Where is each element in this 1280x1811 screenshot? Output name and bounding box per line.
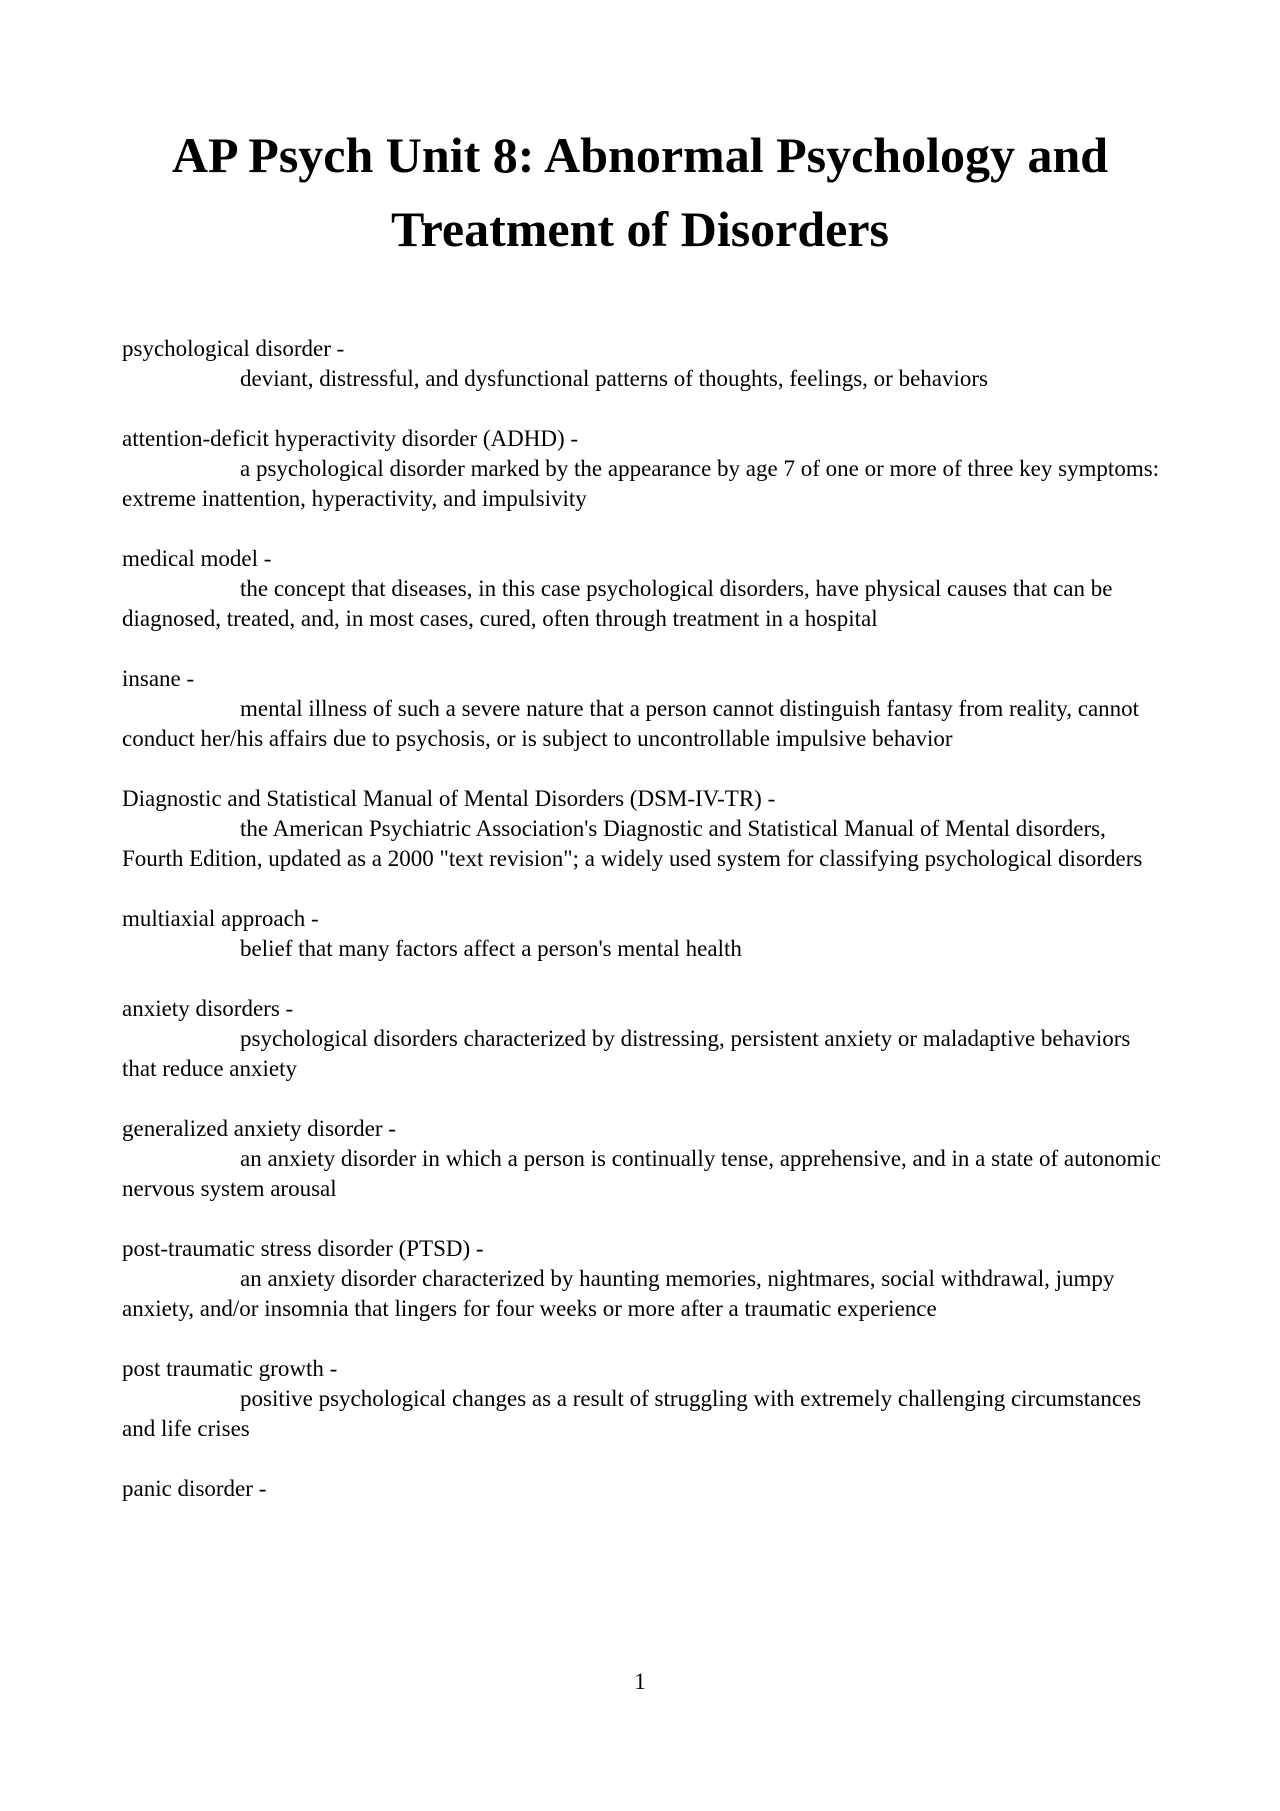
page-number: 1 bbox=[634, 1669, 646, 1694]
term-text: psychological disorder bbox=[122, 336, 331, 361]
glossary-entry bbox=[122, 904, 1170, 964]
glossary-term bbox=[122, 1354, 1170, 1384]
term-text: insane bbox=[122, 666, 181, 691]
glossary-term bbox=[122, 784, 1170, 814]
glossary-definition: an anxiety disorder in which a person is continually tense, apprehensive, and in a state of autonomic nervous system arousal bbox=[122, 1146, 1162, 1201]
term-separator: - bbox=[180, 666, 195, 691]
term-separator: - bbox=[305, 906, 319, 931]
term-text: post-traumatic stress disorder (PTSD) bbox=[122, 1236, 471, 1261]
term-text: attention-deficit hyperactivity disorder (ADHD) bbox=[122, 426, 565, 451]
term-separator: - bbox=[323, 1356, 338, 1381]
glossary-entry bbox=[122, 424, 1170, 514]
term-separator: - bbox=[252, 1476, 267, 1501]
term-text: panic disorder bbox=[122, 1476, 253, 1501]
glossary-term bbox=[122, 1474, 1170, 1504]
glossary-term bbox=[122, 664, 1170, 694]
glossary-entry bbox=[122, 1114, 1170, 1204]
term-separator: - bbox=[564, 426, 579, 451]
term-separator: - bbox=[330, 336, 345, 361]
glossary-term bbox=[122, 1114, 1170, 1144]
document-title: AP Psych Unit 8: Abnormal Psychology and Treatment of Disorders bbox=[171, 127, 1109, 257]
glossary-term bbox=[122, 424, 1170, 454]
term-text: anxiety disorders bbox=[122, 996, 280, 1021]
glossary-definition: deviant, distressful, and dysfunctional patterns of thoughts, feelings, or behaviors bbox=[240, 366, 988, 391]
glossary-entry bbox=[122, 544, 1170, 634]
glossary-definition: positive psychological changes as a result of struggling with extremely challenging circumstances and life crises bbox=[122, 1386, 1142, 1441]
glossary-entry bbox=[122, 334, 1170, 394]
term-text: generalized anxiety disorder bbox=[122, 1116, 383, 1141]
glossary-entry bbox=[122, 664, 1170, 754]
term-separator: - bbox=[761, 786, 776, 811]
term-text: post traumatic growth bbox=[122, 1356, 324, 1381]
glossary-entry bbox=[122, 1474, 1170, 1504]
glossary-definition: an anxiety disorder characterized by haunting memories, nightmares, social withdrawal, jumpy anxiety, and/or insomnia that lingers for four weeks or more after a traumatic experience bbox=[122, 1266, 1115, 1321]
term-separator: - bbox=[279, 996, 294, 1021]
glossary-term bbox=[122, 1234, 1170, 1264]
term-separator: - bbox=[470, 1236, 484, 1261]
term-text: Diagnostic and Statistical Manual of Mental Disorders (DSM-IV-TR) bbox=[122, 786, 762, 811]
glossary-list bbox=[122, 334, 1170, 1534]
glossary-term bbox=[122, 544, 1170, 574]
term-separator: - bbox=[258, 546, 272, 571]
glossary-definition: mental illness of such a severe nature that a person cannot distinguish fantasy from reality, cannot conduct her/his affairs due to psychosis, or is subject to uncontrollable impulsive behavior bbox=[122, 696, 1140, 751]
glossary-definition: belief that many factors affect a person's mental health bbox=[240, 936, 742, 961]
glossary-definition: a psychological disorder marked by the appearance by age 7 of one or more of three key symptoms: extreme inattention, hyperactivity, and impulsivity bbox=[122, 456, 1160, 511]
glossary-entry bbox=[122, 784, 1170, 874]
glossary-definition: the concept that diseases, in this case psychological disorders, have physical causes that can be diagnosed, treated, and, in most cases, cured, often through treatment in a hospital bbox=[122, 576, 1113, 631]
glossary-term bbox=[122, 334, 1170, 364]
glossary-definition: psychological disorders characterized by distressing, persistent anxiety or maladaptive behaviors that reduce anxiety bbox=[122, 1026, 1131, 1081]
glossary-term bbox=[122, 904, 1170, 934]
glossary-definition: the American Psychiatric Association's Diagnostic and Statistical Manual of Mental disorders, Fourth Edition, updated as a 2000 "text revision"; a widely used system for classifying psychological disorders bbox=[122, 816, 1143, 871]
term-text: multiaxial approach bbox=[122, 906, 306, 931]
glossary-term bbox=[122, 994, 1170, 1024]
glossary-entry bbox=[122, 1234, 1170, 1324]
term-separator: - bbox=[382, 1116, 396, 1141]
term-text: medical model bbox=[122, 546, 259, 571]
glossary-entry bbox=[122, 994, 1170, 1084]
glossary-entry bbox=[122, 1354, 1170, 1444]
